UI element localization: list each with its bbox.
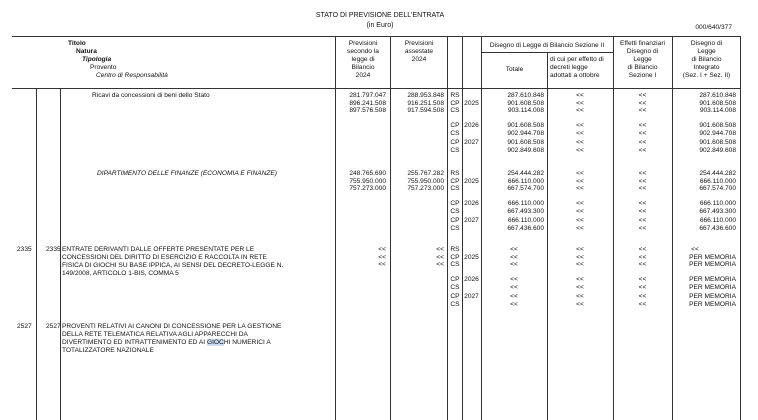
col-divider <box>36 88 37 420</box>
integrato-value: 902.849.608 <box>699 146 736 154</box>
header-prev-assestate: Previsioni assestate 2024 <box>404 40 434 63</box>
row-4-code-a: 2527 <box>17 323 32 330</box>
effetti-value: << <box>638 276 647 283</box>
integrato-value: 901.608.508 <box>699 139 736 146</box>
col-divider <box>613 36 614 420</box>
row-type-code: CP <box>450 122 460 129</box>
totale-value: << <box>510 283 518 291</box>
effetti-value: << <box>638 129 647 137</box>
integrato-value: 254.444.282 <box>699 170 736 177</box>
totale-value: 903.114.008 <box>507 107 544 115</box>
row-3-code-b: 2335 <box>46 246 61 253</box>
prev-assestate-value: 255.767.282 <box>407 170 444 177</box>
row-1-description: Ricavi da concessioni di beni dello Stato <box>92 92 210 99</box>
prev-bilancio-value: 281.797.047 <box>349 92 386 99</box>
row-type-code: CP <box>450 200 460 207</box>
di-cui-value: << <box>576 253 584 261</box>
row-type-code: RS <box>450 246 460 253</box>
totale-value: 667.436.600 <box>507 224 544 232</box>
row-type-code: CS <box>450 261 460 269</box>
di-cui-value: << <box>576 177 584 185</box>
header-effetti: Effetti finanziari Disegno di Legge di Bilancio Sezione I <box>620 40 665 79</box>
prev-assestate-value: 755.950.000 <box>407 177 444 185</box>
row-type-code: CP <box>450 293 460 300</box>
year-label: 2025 <box>464 177 479 185</box>
integrato-value: 666.110.000 <box>699 200 736 207</box>
effetti-value: << <box>638 99 647 107</box>
row-type-code: CP <box>450 139 460 146</box>
totale-value: 901.608.508 <box>507 99 544 107</box>
integrato-value: 287.610.848 <box>699 92 736 99</box>
row-type-code: CS <box>450 185 460 193</box>
di-cui-value: << <box>576 217 584 224</box>
prev-assestate-value: 757.273.000 <box>407 185 444 193</box>
effetti-value: << <box>638 246 647 253</box>
effetti-value: << <box>638 92 647 99</box>
effetti-value: << <box>638 170 647 177</box>
row-3-code-a: 2335 <box>17 246 32 253</box>
row-type-code: CP <box>450 217 460 224</box>
col-divider <box>60 88 61 420</box>
page-title: STATO DI PREVISIONE DELL'ENTRATA <box>315 12 445 19</box>
prev-bilancio-value: 755.950.000 <box>349 177 386 185</box>
integrato-value: PER MEMORIA <box>689 300 736 308</box>
integrato-value: PER MEMORIA <box>689 293 736 300</box>
totale-value: 254.444.282 <box>507 170 544 177</box>
prev-assestate-value: << <box>436 246 444 253</box>
prev-bilancio-value: << <box>378 253 386 261</box>
row-4-description: PROVENTI RELATIVI AI CANONI DI CONCESSIONE PER LA GESTIONE DELLA RETE TELEMATICA RELATIVA AGLI APPARECCHI DA DIVERTIMENTO ED INTRATTENIMENTO ED AI GIOCHI NUMERICI A TOTALIZZATORE NAZIONALE <box>62 323 282 354</box>
row-3-description: ENTRATE DERIVANTI DALLE OFFERTE PRESENTATE PER LE CONCESSIONI DEL DIRITTO DI ESERCIZIO E RACCOLTA IN RETE FISICA DI GIOCHI SU BASE IPPICA, AI SENSI DEL DECRETO-LEGGE N. 149/2008, ARTICOLO 1-BIS, COMMA 5 <box>62 246 284 277</box>
header-centro: Centro di Responsabilità <box>96 72 168 79</box>
integrato-value: 666.110.000 <box>699 177 736 185</box>
page-subtitle: (in Euro) <box>366 22 394 29</box>
di-cui-value: << <box>576 246 584 253</box>
totale-value: 902.849.608 <box>507 146 544 154</box>
di-cui-value: << <box>576 276 584 283</box>
totale-value: 901.608.508 <box>507 122 544 129</box>
effetti-value: << <box>638 200 647 207</box>
prev-assestate-value: 288.953.848 <box>407 92 444 99</box>
di-cui-value: << <box>576 122 584 129</box>
effetti-value: << <box>638 207 647 215</box>
row-type-code: CP <box>450 177 460 185</box>
prev-bilancio-value: << <box>378 261 386 269</box>
effetti-value: << <box>638 261 647 269</box>
header-bottom-border <box>12 88 740 89</box>
totale-value: 901.608.508 <box>507 139 544 146</box>
effetti-value: << <box>638 107 647 115</box>
effetti-value: << <box>638 146 647 154</box>
totale-value: << <box>510 293 518 300</box>
integrato-value: PER MEMORIA <box>689 283 736 291</box>
effetti-value: << <box>638 253 647 261</box>
integrato-value: 901.608.508 <box>699 122 736 129</box>
effetti-value: << <box>638 185 647 193</box>
integrato-value: 667.574.700 <box>699 185 736 193</box>
effetti-value: << <box>638 283 647 291</box>
header-provento: Provento <box>90 64 117 71</box>
row-type-code: CP <box>450 99 460 107</box>
di-cui-value: << <box>576 224 584 232</box>
col-divider <box>547 52 548 420</box>
col-divider <box>481 36 482 420</box>
di-cui-value: << <box>576 283 584 291</box>
effetti-value: << <box>638 139 647 146</box>
effetti-value: << <box>638 217 647 224</box>
year-label: 2025 <box>464 99 479 107</box>
integrato-value: 902.944.708 <box>699 129 736 137</box>
di-cui-value: << <box>576 300 584 308</box>
di-cui-value: << <box>576 207 584 215</box>
integrato-value: 666.110.000 <box>699 217 736 224</box>
row-type-code: CS <box>450 300 460 308</box>
effetti-value: << <box>638 300 647 308</box>
col-divider <box>462 36 463 420</box>
integrato-value: 903.114.008 <box>699 107 736 115</box>
year-label: 2027 <box>464 293 479 300</box>
totale-value: 667.493.300 <box>507 207 544 215</box>
year-label: 2027 <box>464 139 479 146</box>
prev-bilancio-value: 757.273.000 <box>349 185 386 193</box>
row-type-code: CP <box>450 276 460 283</box>
year-label: 2027 <box>464 217 479 224</box>
table-top-border <box>12 36 740 37</box>
row-type-code: CS <box>450 283 460 291</box>
row-type-code: CP <box>450 253 460 261</box>
header-prev-bilancio: Previsioni secondo la legge di Bilancio 2024 <box>347 40 379 79</box>
di-cui-value: << <box>576 170 584 177</box>
integrato-value: PER MEMORIA <box>689 276 736 283</box>
prev-bilancio-value: << <box>378 246 386 253</box>
totale-value: << <box>510 246 518 253</box>
row-type-code: CS <box>450 146 460 154</box>
year-label: 2025 <box>464 253 479 261</box>
di-cui-value: << <box>576 129 584 137</box>
header-di-cui: di cui per effetto di decreti legge adottati a ottobre <box>550 56 604 79</box>
di-cui-value: << <box>576 99 584 107</box>
year-label: 2026 <box>464 122 479 129</box>
header-titolo: Titolo <box>68 40 86 47</box>
di-cui-value: << <box>576 107 584 115</box>
prev-assestate-value: 916.251.508 <box>407 99 444 107</box>
effetti-value: << <box>638 224 647 232</box>
row-4-code-b: 2527 <box>46 323 61 330</box>
di-cui-value: << <box>576 185 584 193</box>
highlighted-text[interactable]: GIOC <box>206 339 224 346</box>
totale-value: 287.610.848 <box>507 92 544 99</box>
header-integrato: Disegno di Legge di Bilancio Integrato (Sez. I + Sez. II) <box>682 40 731 79</box>
prev-assestate-value: << <box>436 253 444 261</box>
effetti-value: << <box>638 177 647 185</box>
col-divider <box>740 36 741 420</box>
di-cui-value: << <box>576 261 584 269</box>
row-type-code: RS <box>450 92 460 99</box>
row-type-code: CS <box>450 107 460 115</box>
integrato-value: 667.493.300 <box>699 207 736 215</box>
di-cui-value: << <box>576 200 584 207</box>
effetti-value: << <box>638 122 647 129</box>
effetti-value: << <box>638 293 647 300</box>
di-cui-value: << <box>576 139 584 146</box>
header-totale: Totale <box>505 66 524 73</box>
prev-bilancio-value: 248.765.690 <box>349 170 386 177</box>
year-label: 2026 <box>464 200 479 207</box>
di-cui-value: << <box>576 92 584 99</box>
integrato-value: << <box>691 246 699 253</box>
di-cui-value: << <box>576 293 584 300</box>
prev-assestate-value: 917.594.508 <box>407 107 444 115</box>
totale-value: 667.574.700 <box>507 185 544 193</box>
totale-value: << <box>510 300 518 308</box>
prev-bilancio-value: 897.576.508 <box>349 107 386 115</box>
totale-value: << <box>510 261 518 269</box>
totale-value: << <box>510 276 518 283</box>
prev-assestate-value: << <box>436 261 444 269</box>
integrato-value: PER MEMORIA <box>689 261 736 269</box>
integrato-value: 667.436.600 <box>699 224 736 232</box>
totale-value: 666.110.000 <box>507 200 544 207</box>
row-type-code: RS <box>450 170 460 177</box>
integrato-value: PER MEMORIA <box>689 253 736 261</box>
row-type-code: CS <box>450 207 460 215</box>
header-natura: Natura <box>76 48 97 55</box>
integrato-value: 901.608.508 <box>699 99 736 107</box>
totale-value: 666.110.000 <box>507 177 544 185</box>
col-divider <box>672 36 673 420</box>
di-cui-value: << <box>576 146 584 154</box>
totale-value: 902.944.708 <box>507 129 544 137</box>
year-label: 2026 <box>464 276 479 283</box>
prev-bilancio-value: 896.241.508 <box>349 99 386 107</box>
header-tipologia: Tipologia <box>82 56 112 63</box>
row-type-code: CS <box>450 224 460 232</box>
header-ddl-group: Disegno di Legge di Bilancio Sezione II <box>489 42 605 49</box>
row-type-code: CS <box>450 129 460 137</box>
document-code: 000/640/377 <box>695 24 732 31</box>
totale-value: 666.110.000 <box>507 217 544 224</box>
totale-value: << <box>510 253 518 261</box>
row-2-description: DIPARTIMENTO DELLE FINANZE (ECONOMIA E FINANZE) <box>97 170 278 177</box>
